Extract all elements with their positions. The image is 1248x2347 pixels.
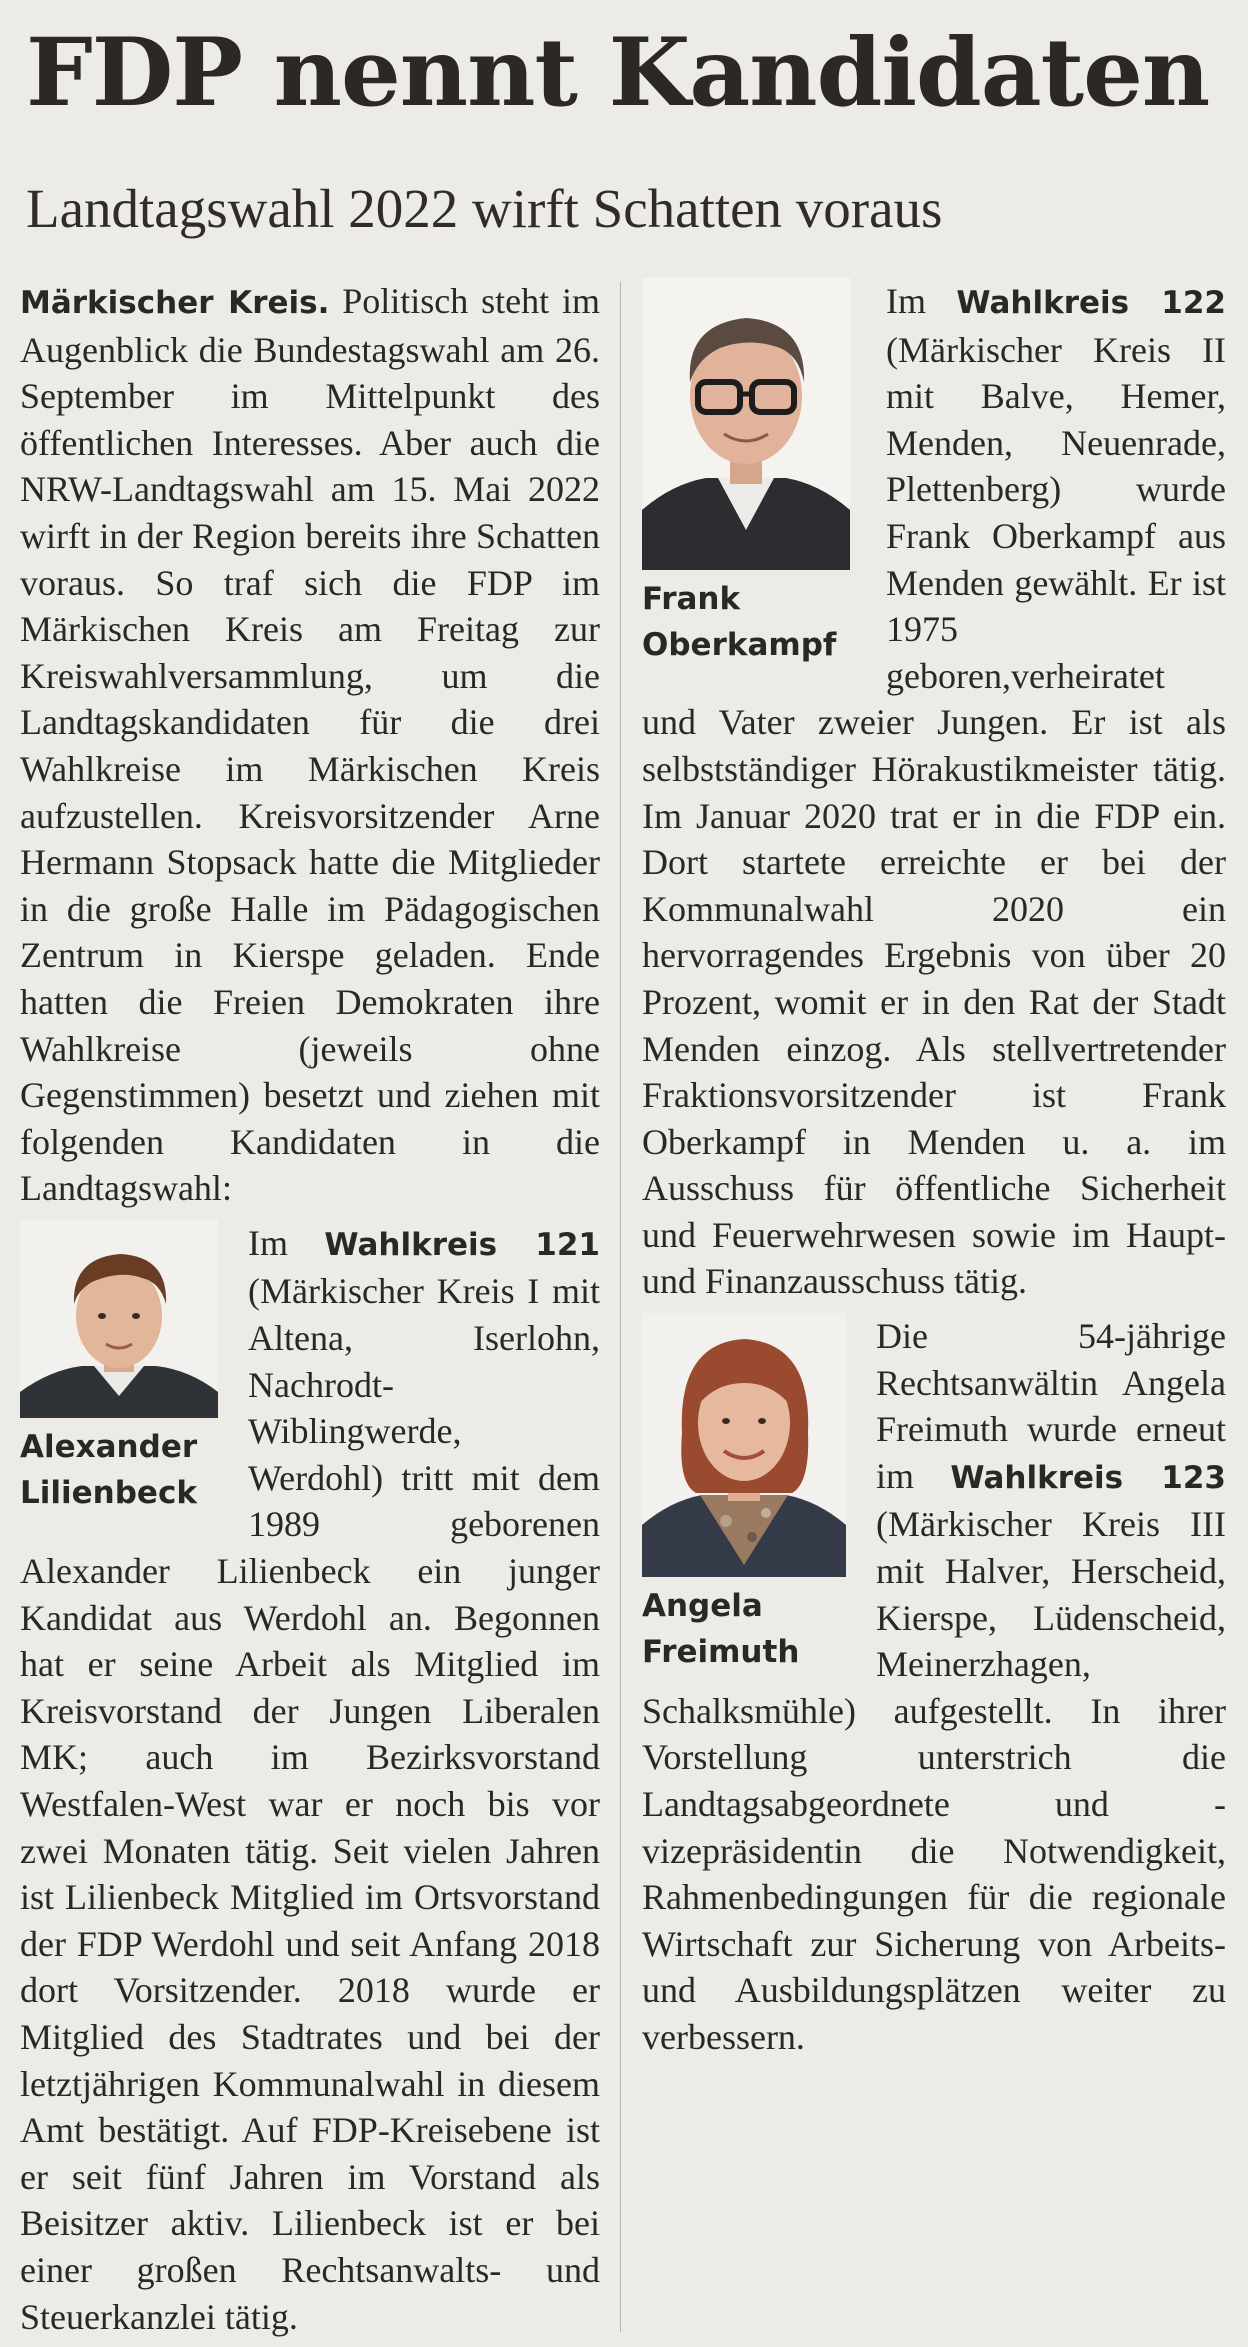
candidate-2-text: (Märkischer Kreis II mit Balve, Hemer, Menden, Neuenrade, Plettenberg) wurde Frank Oberkampf aus Menden gewählt. Er ist 1975 geboren,verheiratet und Vater zweier Jungen. Er ist als selbstständiger Hörakustikmeister tätig. Im Januar 2020 trat er in die FDP ein. Dort startete erreichte er bei der Kommunalwahl 2020 ein hervorragendes Ergebnis von über 20 Prozent, womit er in den Rat der Stadt Menden einzog. Als stellvertretender Fraktionsvorsitzender ist Frank Oberkampf in Menden u. a. im Ausschuss für öffentliche Sicherheit und Feuerwehrwesen sowie im Haupt- und Finanzausschuss tätig.: [642, 329, 1226, 1302]
candidate-caption: [642, 1583, 846, 1675]
candidate-1-block: [20, 1220, 600, 2340]
candidate-photo-frank-oberkampf: [642, 278, 850, 570]
candidate-photo-box: [642, 278, 850, 668]
wahlkreis-label: Wahlkreis 122: [956, 285, 1226, 321]
caption-last-name: Oberkampf: [642, 627, 837, 663]
wahlkreis-label: Wahlkreis 121: [324, 1226, 600, 1263]
caption-first-name: Angela: [642, 1588, 763, 1625]
intro-text: Politisch steht im Augenblick die Bundestagswahl am 26. September im Mittelpunkt des öffentlichen Interesses. Aber auch die NRW-Landtagswahl am 15. Mai 2022 wirft in der Region bereits ihre Schatten voraus. So traf sich die FDP im Märkischen Kreis am Freitag zur Kreiswahlversammlung, um die Landtagskandidaten für die drei Wahlkreise im Märkischen Kreis aufzustellen. Kreisvorsitzender Arne Hermann Stopsack hatte die Mitglieder in die große Halle im Pädagogischen Zentrum in Kierspe geladen. Ende hatten die Freien Demokraten ihre Wahlkreise (jeweils ohne Gegenstimmen) besetzt und ziehen mit folgenden Kandidaten in die Landtagswahl:: [20, 281, 601, 1209]
candidate-2-block: [642, 278, 1226, 1305]
caption-first-name: Alexander: [20, 1428, 198, 1465]
candidate-3-block: [642, 1313, 1226, 2061]
article-column-left: [20, 278, 600, 2338]
candidate-1-prefix: Im: [248, 1222, 325, 1263]
caption-last-name: Lilienbeck: [20, 1474, 197, 1511]
candidate-caption: [642, 576, 850, 668]
caption-last-name: Freimuth: [642, 1634, 800, 1671]
candidate-3-text: (Märkischer Kreis III mit Halver, Herscheid, Kierspe, Lüdenscheid, Meinerzhagen, Schalksmühle) aufgestellt. In ihrer Vorstellung unterstrich die Landtagsabgeordnete und -vizepräsidentin die Notwendigkeit, Rahmenbedingungen für die regionale Wirtschaft zur Sicherung von Arbeits- und Ausbildungsplätzen weiter zu verbessern.: [642, 1504, 1226, 2057]
subheadline: Landtagswahl 2022 wirft Schatten voraus: [26, 178, 943, 239]
caption-first-name: Frank: [642, 581, 741, 617]
candidate-photo-box: [20, 1220, 218, 1516]
candidate-3-prefix: Die 54-jährige Rechtsanwältin Angela Freimuth wurde erneut im: [876, 1316, 1226, 1496]
candidate-caption: [20, 1424, 218, 1516]
dateline: Märkischer Kreis.: [20, 285, 330, 321]
column-divider: [620, 282, 621, 2332]
intro-paragraph: [20, 278, 600, 1212]
candidate-1-text: (Märkischer Kreis I mit Altena, Iserlohn, Nachrodt-Wiblingwerde, Werdohl) tritt mit dem 1989 geborenen Alexander Lilienbeck ein junger Kandidat aus Werdohl an. Begonnen hat er seine Arbeit als Mitglied im Kreisvorstand der Jungen Liberalen MK; auch im Bezirksvorstand Westfalen-West war er noch bis vor zwei Monaten tätig. Seit vielen Jahren ist Lilienbeck Mitglied im Ortsvorstand der FDP Werdohl und seit Anfang 2018 dort Vorsitzender. 2018 wurde er Mitglied des Stadtrates und bei der letztjährigen Kommunalwahl in diesem Amt bestätigt. Auf FDP-Kreisebene ist er seit fünf Jahren im Vorstand als Beisitzer aktiv. Lilienbeck ist er bei einer großen Rechtsanwalts- und Steuerkanzlei tätig.: [20, 1271, 600, 2337]
candidate-photo-alexander-lilienbeck: [20, 1220, 218, 1418]
candidate-2-prefix: Im: [886, 281, 957, 321]
wahlkreis-label: Wahlkreis 123: [950, 1459, 1226, 1496]
candidate-photo-angela-freimuth: [642, 1313, 846, 1577]
headline: FDP nennt Kandidaten: [26, 18, 1210, 128]
article-column-right: [642, 278, 1226, 2338]
candidate-photo-box: [642, 1313, 846, 1675]
